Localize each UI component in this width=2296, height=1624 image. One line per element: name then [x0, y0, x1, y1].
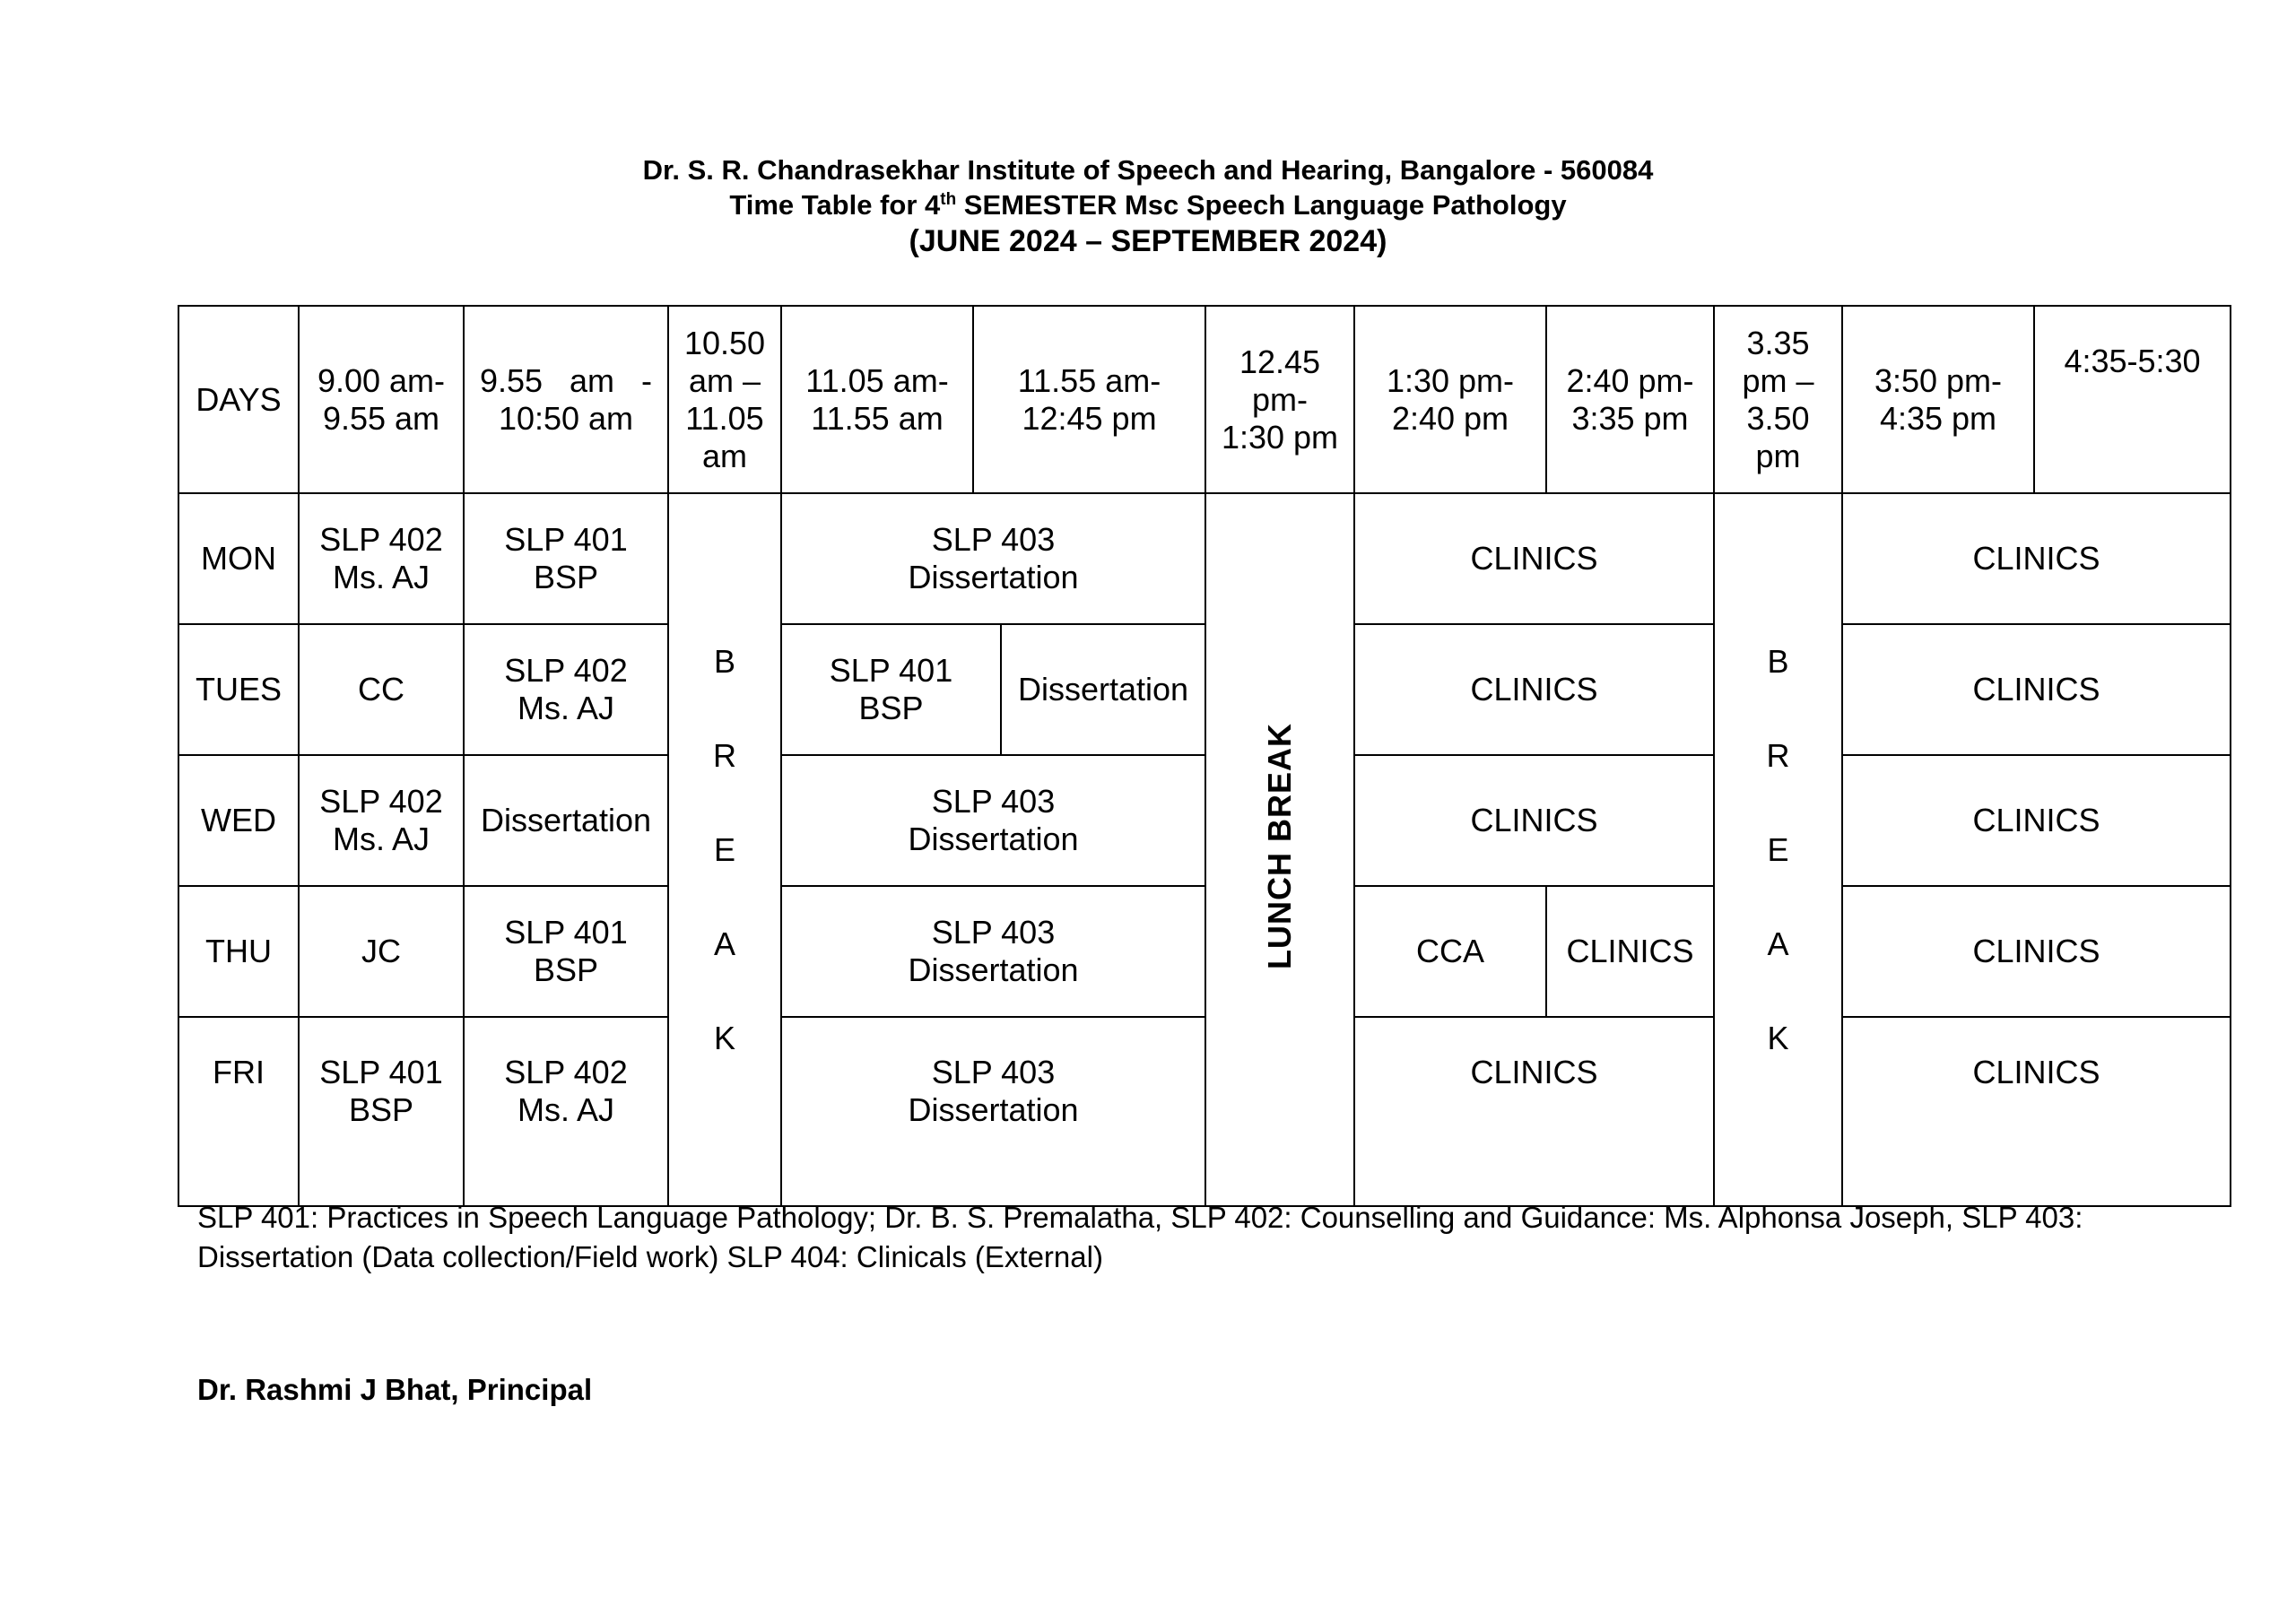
schedule-cell: SLP 401 BSP	[781, 624, 1001, 755]
title-prefix: Time Table for 4	[729, 189, 941, 221]
table-row	[178, 624, 2231, 755]
timetable-title	[0, 188, 2296, 222]
schedule-cell: SLP 403 Dissertation	[781, 755, 1205, 886]
header-slot-4: 11.55 am- 12:45 pm	[973, 306, 1205, 493]
header-row	[178, 306, 2231, 493]
schedule-cell: SLP 403 Dissertation	[781, 493, 1205, 624]
title-suffix: SEMESTER Msc Speech Language Pathology	[956, 189, 1567, 221]
timetable	[178, 305, 2231, 1207]
schedule-cell: SLP 402 Ms. AJ	[464, 1017, 668, 1206]
header-slot-3: 11.05 am- 11.55 am	[781, 306, 973, 493]
schedule-cell: CLINICS	[1842, 755, 2231, 886]
schedule-cell: CLINICS	[1354, 624, 1714, 755]
schedule-cell: CLINICS	[1842, 493, 2231, 624]
schedule-cell: SLP 402 Ms. AJ	[299, 755, 464, 886]
schedule-cell: SLP 401 BSP	[299, 1017, 464, 1206]
institute-name: Dr. S. R. Chandrasekhar Institute of Speech and Hearing, Bangalore - 560084	[642, 154, 1654, 186]
header-slot-7: 3:50 pm- 4:35 pm	[1842, 306, 2034, 493]
header-slot-break: 10.50 am – 11.05 am	[668, 306, 781, 493]
schedule-cell: Dissertation	[1001, 624, 1205, 755]
afternoon-break-cell: B R E A K	[1714, 493, 1842, 1206]
schedule-cell: CLINICS	[1354, 1017, 1714, 1206]
schedule-cell: SLP 402 Ms. AJ	[464, 624, 668, 755]
document-header	[0, 152, 2296, 260]
schedule-cell: SLP 401 BSP	[464, 886, 668, 1017]
day-cell: WED	[178, 755, 299, 886]
lunch-break-cell: LUNCH BREAK	[1205, 493, 1354, 1206]
schedule-cell: SLP 403 Dissertation	[781, 1017, 1205, 1206]
header-slot-5: 1:30 pm- 2:40 pm	[1354, 306, 1546, 493]
header-slot-8: 4:35-5:30	[2034, 306, 2231, 493]
schedule-cell: CLINICS	[1354, 755, 1714, 886]
header-slot-lunch: 12.45 pm- 1:30 pm	[1205, 306, 1354, 493]
morning-break-cell: B R E A K	[668, 493, 781, 1206]
schedule-cell: Dissertation	[464, 755, 668, 886]
schedule-cell: SLP 402 Ms. AJ	[299, 493, 464, 624]
table-row	[178, 755, 2231, 886]
day-cell: TUES	[178, 624, 299, 755]
schedule-cell: CLINICS	[1842, 886, 2231, 1017]
schedule-cell: SLP 401 BSP	[464, 493, 668, 624]
course-legend: SLP 401: Practices in Speech Language Pathology; Dr. B. S. Premalatha, SLP 402: Counselling and Guidance: Ms. Alphonsa Joseph, SLP 403: Dissertation (Data collection/Field work) SLP 404: Clinicals (External)	[197, 1201, 2083, 1273]
header-slot-1: 9.00 am- 9.55 am	[299, 306, 464, 493]
table-row	[178, 886, 2231, 1017]
schedule-cell: SLP 403 Dissertation	[781, 886, 1205, 1017]
schedule-cell: JC	[299, 886, 464, 1017]
header-days: DAYS	[178, 306, 299, 493]
header-slot-2: 9.55 am - 10:50 am	[464, 306, 668, 493]
day-cell: MON	[178, 493, 299, 624]
day-cell: THU	[178, 886, 299, 1017]
schedule-cell: CCA	[1354, 886, 1546, 1017]
header-slot-break-2: 3.35 pm – 3.50 pm	[1714, 306, 1842, 493]
timetable-period: (JUNE 2024 – SEPTEMBER 2024)	[909, 224, 1387, 258]
schedule-cell: CLINICS	[1546, 886, 1714, 1017]
principal-signature: Dr. Rashmi J Bhat, Principal	[197, 1373, 593, 1406]
day-cell: FRI	[178, 1017, 299, 1206]
schedule-cell: CLINICS	[1842, 1017, 2231, 1206]
schedule-cell: CLINICS	[1354, 493, 1714, 624]
schedule-cell: CC	[299, 624, 464, 755]
schedule-cell: CLINICS	[1842, 624, 2231, 755]
title-superscript: th	[940, 190, 957, 209]
header-slot-6: 2:40 pm- 3:35 pm	[1546, 306, 1714, 493]
table-row	[178, 1017, 2231, 1206]
table-row	[178, 493, 2231, 624]
